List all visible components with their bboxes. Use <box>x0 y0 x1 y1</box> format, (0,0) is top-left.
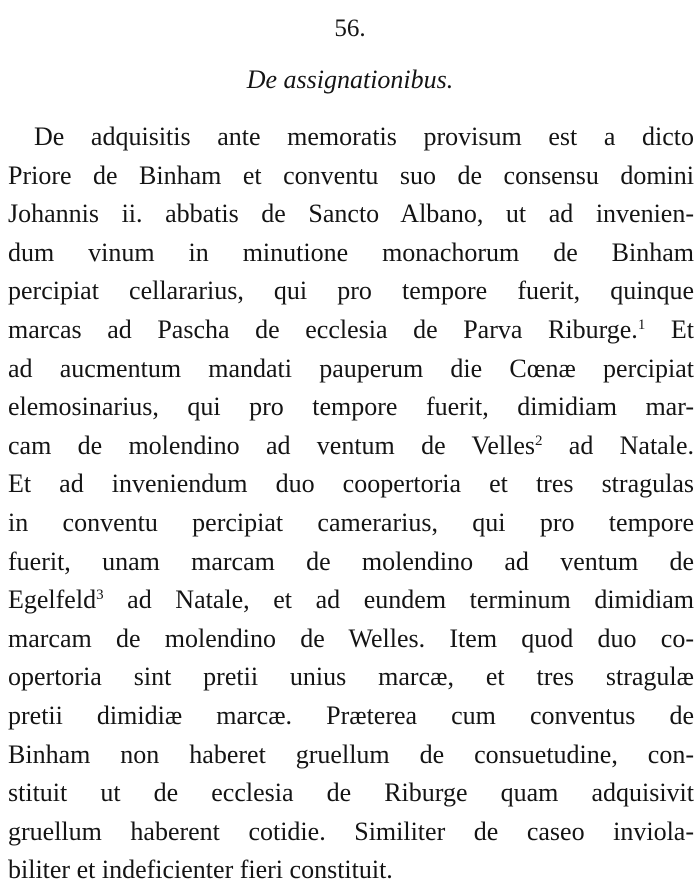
body-paragraph <box>8 118 694 890</box>
text-line: marcas ad Pascha de ecclesia de Parva Riburge.$^1$ Et <box>8 314 695 344</box>
text-line: ad aucmentum mandati pauperum die Cœnæ percipiat <box>8 353 694 383</box>
footnote-marker[interactable]: 1 <box>637 316 646 333</box>
text-line: opertoria sint pretii unius marcæ, et tres stragulæ <box>8 662 694 692</box>
footnote-marker[interactable]: 2 <box>535 432 543 449</box>
text-line: stituit ut de ecclesia de Riburge quam adquisivit <box>8 778 694 808</box>
text-line: Priore de Binham et conventu suo de consensu domini <box>8 160 694 190</box>
text-line: gruellum haberent cotidie. Similiter de caseo inviola- <box>8 816 694 846</box>
text-line: De adquisitis ante memoratis provisum est a dicto <box>34 122 694 151</box>
page-number: 56. <box>334 15 366 42</box>
text-line: cam de molendino ad ventum de Velles$^2$ ad Natale. <box>8 430 694 460</box>
text-line: dum vinum in minutione monachorum de Binham <box>8 237 694 267</box>
text-line: Et ad inveniendum duo coopertoria et tres stragulas <box>8 469 694 499</box>
text-line: Johannis ii. abbatis de Sancto Albano, ut ad invenien- <box>8 199 694 229</box>
section-heading: De assignationibus. <box>246 65 454 94</box>
text-line: biliter et indeficienter fieri constituit. <box>8 855 393 885</box>
text-line: pretii dimidiæ marcæ. Præterea cum conventus de <box>8 700 694 730</box>
footnote-marker[interactable]: 3 <box>96 587 104 604</box>
text-line: fuerit, unam marcam de molendino ad ventum de <box>8 546 694 576</box>
text-line: Egelfeld$^3$ ad Natale, et ad eundem terminum dimidiam <box>8 585 694 615</box>
text-line: elemosinarius, qui pro tempore fuerit, dimidiam mar- <box>8 392 694 422</box>
text-line: in conventu percipiat camerarius, qui pro tempore <box>8 507 694 537</box>
text-line: percipiat cellararius, qui pro tempore fuerit, quinque <box>8 276 694 306</box>
text-line: Binham non haberet gruellum de consuetudine, con- <box>8 739 694 769</box>
text-line: marcam de molendino de Welles. Item quod duo co- <box>8 623 694 653</box>
